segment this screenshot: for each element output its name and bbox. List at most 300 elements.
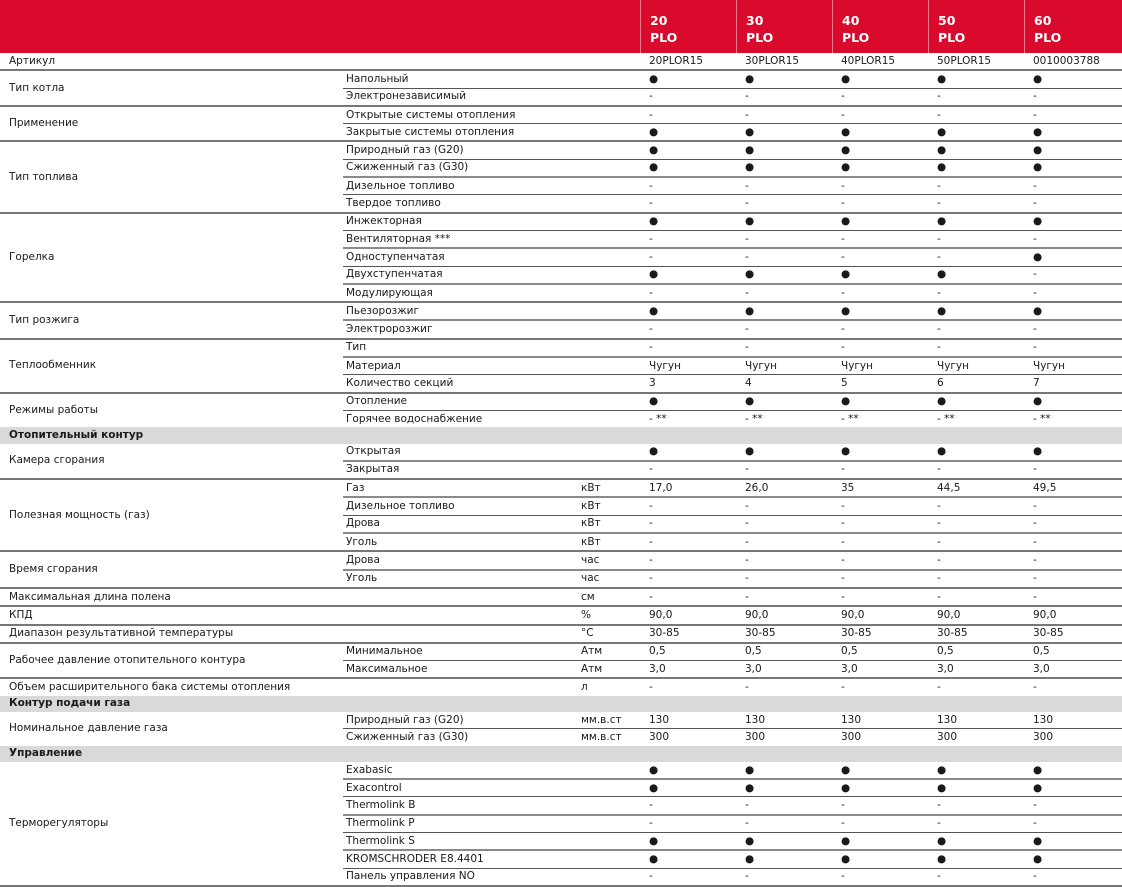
value-cell-model-3: - [832, 551, 928, 569]
value-cell-model-5: - ** [1033, 412, 1051, 425]
value-cell-model-4: ● [928, 124, 1024, 142]
table-row [0, 302, 1122, 320]
value-cell-model-4: - [928, 515, 1024, 533]
value-cell-model-5: ● [1024, 70, 1122, 88]
value-cell-model-5: ● [1024, 393, 1122, 411]
value-cell-model-1: ● [640, 159, 736, 177]
value-cell-model-4: - [928, 497, 1024, 515]
value-cell-model-5: ● [1024, 213, 1122, 231]
row-unit [580, 320, 640, 338]
table-row [0, 106, 1122, 124]
value-cell-model-2: - [736, 284, 832, 302]
value-cell-model-3: 300 [841, 730, 862, 743]
value-cell-model-5: - [1024, 195, 1122, 213]
value-cell-model-1: ● [640, 141, 736, 159]
row-unit [580, 302, 640, 320]
row-unit: л [581, 681, 588, 694]
value-cell-model-5: - [1024, 797, 1122, 815]
row-unit [580, 53, 640, 70]
value-cell-model-4: - [928, 797, 1024, 815]
row-group-label: Терморегуляторы [0, 762, 343, 886]
value-cell-model-3: ● [832, 833, 928, 851]
value-cell-model-5: 30-85 [1024, 625, 1122, 643]
value-cell-model-3: Чугун [832, 357, 928, 375]
row-unit [580, 850, 640, 868]
value-cell-model-2: - [736, 815, 832, 833]
row-unit [580, 762, 640, 779]
value-cell-model-4: ● [928, 266, 1024, 284]
value-cell-model-3: - [832, 230, 928, 248]
section-header-row [0, 427, 1122, 443]
value-cell-model-1: ● [640, 850, 736, 868]
row-unit: час [580, 551, 640, 569]
model-number: 50 [938, 13, 956, 28]
row-sub-label: Уголь [343, 533, 580, 551]
value-cell-model-2: 3,0 [736, 661, 832, 679]
table-row [0, 625, 1122, 643]
value-cell-model-1: - [640, 88, 736, 106]
value-cell-model-4: - ** [937, 412, 955, 425]
table-row [0, 762, 1122, 779]
value-cell-model-3: - [832, 248, 928, 266]
value-cell-model-4: 90,0 [928, 606, 1024, 624]
table-row [0, 643, 1122, 661]
value-cell-model-4: - [928, 106, 1024, 124]
value-cell-model-4: 300 [937, 730, 958, 743]
value-cell-model-4: 130 [928, 712, 1024, 729]
value-cell-model-4: - [928, 588, 1024, 606]
row-group-label: Применение [0, 106, 343, 142]
table-row [0, 339, 1122, 357]
value-cell-model-4: - [928, 339, 1024, 357]
row-sub-label: Thermolink S [343, 833, 580, 851]
row-group-label: Объем расширительного бака системы отопления [9, 681, 291, 694]
value-cell-model-2: - [736, 177, 832, 195]
value-cell-model-3: 0,5 [832, 643, 928, 661]
table-row [0, 53, 1122, 70]
row-group-label: Режимы работы [9, 403, 99, 416]
section-title: Управление [0, 746, 1122, 762]
value-cell-model-1: ● [640, 393, 736, 411]
table-row [0, 588, 1122, 606]
row-unit: мм.в.ст [580, 712, 640, 729]
value-cell-model-2: - [736, 248, 832, 266]
value-cell-model-3: ● [832, 393, 928, 411]
row-sub-label: Природный газ (G20) [343, 141, 580, 159]
row-sub-label: Природный газ (G20) [343, 712, 580, 729]
value-cell-model-4: ● [928, 762, 1024, 779]
row-sub-label: Модулирующая [343, 284, 580, 302]
value-cell-model-4: - [928, 230, 1024, 248]
section-title: Контур подачи газа [0, 696, 1122, 712]
row-sub-label: Закрытая [343, 461, 580, 479]
value-cell-model-5: - [1024, 868, 1122, 886]
row-group-label: Артикул [0, 53, 343, 70]
value-cell-model-3: - [832, 339, 928, 357]
value-cell-model-2: - [736, 551, 832, 569]
value-cell-model-1: Чугун [640, 357, 736, 375]
value-cell-model-5: - [1024, 497, 1122, 515]
model-series: PLO [842, 30, 870, 45]
value-cell-model-3: ● [832, 762, 928, 779]
row-sub-label [343, 625, 580, 643]
value-cell-model-5: ● [1024, 141, 1122, 159]
row-unit [580, 410, 640, 427]
section-header-row [0, 696, 1122, 712]
row-sub-label: Дизельное топливо [343, 177, 580, 195]
value-cell-model-5: - [1024, 588, 1122, 606]
row-sub-label: Вентиляторная *** [343, 230, 580, 248]
value-cell-model-3: 3,0 [832, 661, 928, 679]
row-unit: кВт [580, 533, 640, 551]
row-sub-label: Газ [343, 479, 580, 497]
row-unit [580, 106, 640, 124]
value-cell-model-4: - [928, 461, 1024, 479]
row-unit [580, 357, 640, 375]
spec-table [0, 53, 1122, 887]
value-cell-model-2: - [736, 515, 832, 533]
value-cell-model-1: - [640, 533, 736, 551]
value-cell-model-1: 3 [640, 375, 736, 393]
value-cell-model-1: ● [640, 302, 736, 320]
row-sub-label: Thermolink P [343, 815, 580, 833]
value-cell-model-4: ● [928, 393, 1024, 411]
value-cell-model-4: 6 [928, 375, 1024, 393]
value-cell-model-1: 300 [649, 730, 670, 743]
row-group-label: Камера сгорания [0, 444, 343, 480]
value-cell-model-3: - [832, 284, 928, 302]
value-cell-model-1: ● [640, 762, 736, 779]
value-cell-model-2: - [736, 195, 832, 213]
row-unit: % [580, 606, 640, 624]
table-row [0, 678, 1122, 695]
value-cell-model-5: - [1024, 815, 1122, 833]
row-unit [580, 797, 640, 815]
value-cell-model-1: - [640, 248, 736, 266]
value-cell-model-5: ● [1024, 248, 1122, 266]
value-cell-model-5: 7 [1024, 375, 1122, 393]
section-title: Отопительный контур [0, 427, 1122, 443]
row-sub-label: Материал [343, 357, 580, 375]
row-unit [580, 461, 640, 479]
value-cell-model-3: - [832, 570, 928, 588]
value-cell-model-4: - [928, 815, 1024, 833]
table-row [0, 141, 1122, 159]
value-cell-model-2: - [736, 339, 832, 357]
value-cell-model-1: 130 [640, 712, 736, 729]
value-cell-model-5: - [1024, 88, 1122, 106]
row-sub-label [343, 53, 580, 70]
value-cell-model-3: ● [832, 779, 928, 797]
row-group-label: Тип топлива [0, 141, 343, 212]
row-unit [580, 444, 640, 461]
value-cell-model-1: - [640, 284, 736, 302]
value-cell-model-5: - [1024, 461, 1122, 479]
value-cell-model-1: 3,0 [640, 661, 736, 679]
value-cell-model-1: - [649, 681, 653, 694]
value-cell-model-4: - [928, 284, 1024, 302]
value-cell-model-4: ● [928, 70, 1024, 88]
row-unit [580, 868, 640, 886]
row-group-label: Время сгорания [0, 551, 343, 588]
model-number: 60 [1034, 13, 1052, 28]
value-cell-model-2: ● [736, 850, 832, 868]
value-cell-model-2: - [736, 497, 832, 515]
value-cell-model-5: ● [1024, 762, 1122, 779]
row-unit [580, 833, 640, 851]
value-cell-model-5: 49,5 [1024, 479, 1122, 497]
value-cell-model-5: Чугун [1024, 357, 1122, 375]
value-cell-model-1: - [640, 195, 736, 213]
row-sub-label: Электронезависимый [343, 88, 580, 106]
value-cell-model-2: ● [736, 159, 832, 177]
value-cell-model-2: ● [736, 124, 832, 142]
value-cell-model-5: ● [1024, 850, 1122, 868]
row-unit: Атм [580, 661, 640, 679]
value-cell-model-5: - [1024, 230, 1122, 248]
table-row [0, 70, 1122, 88]
value-cell-model-1: - [640, 515, 736, 533]
value-cell-model-4: - [928, 195, 1024, 213]
row-group-label: Тип котла [0, 70, 343, 106]
value-cell-model-2: - [736, 588, 832, 606]
row-group-label: Теплообменник [0, 339, 343, 393]
value-cell-model-2: 130 [736, 712, 832, 729]
model-header-4 [928, 0, 1024, 53]
value-cell-model-2: ● [736, 393, 832, 411]
row-sub-label: Дрова [343, 515, 580, 533]
value-cell-model-3: 130 [832, 712, 928, 729]
value-cell-model-1: ● [640, 779, 736, 797]
row-sub-label: Уголь [343, 570, 580, 588]
value-cell-model-1: ● [640, 213, 736, 231]
value-cell-model-4: - [928, 88, 1024, 106]
model-number: 40 [842, 13, 860, 28]
model-series: PLO [746, 30, 774, 45]
value-cell-model-3: - [832, 588, 928, 606]
value-cell-model-4: Чугун [928, 357, 1024, 375]
row-sub-label [343, 678, 580, 695]
value-cell-model-5: 300 [1033, 730, 1054, 743]
model-header-5 [1024, 0, 1122, 53]
value-cell-model-4: - [928, 533, 1024, 551]
value-cell-model-2: ● [736, 302, 832, 320]
row-unit: мм.в.ст [581, 730, 622, 743]
value-cell-model-3: - [832, 533, 928, 551]
value-cell-model-5: 3,0 [1024, 661, 1122, 679]
value-cell-model-4: ● [928, 159, 1024, 177]
value-cell-model-1: - [640, 461, 736, 479]
value-cell-model-1: - [640, 339, 736, 357]
value-cell-model-4: - [928, 570, 1024, 588]
model-number: 30 [746, 13, 764, 28]
value-cell-model-3: ● [832, 444, 928, 461]
row-sub-label: Количество секций [343, 375, 580, 393]
value-cell-model-2: 90,0 [736, 606, 832, 624]
value-cell-model-2: Чугун [736, 357, 832, 375]
value-cell-model-3: - [832, 177, 928, 195]
value-cell-model-4: ● [928, 444, 1024, 461]
value-cell-model-5: ● [1024, 159, 1122, 177]
value-cell-model-2: 0,5 [736, 643, 832, 661]
value-cell-model-1: - [640, 106, 736, 124]
value-cell-model-2: 300 [745, 730, 766, 743]
value-cell-model-5: - [1033, 681, 1037, 694]
value-cell-model-3: - [832, 88, 928, 106]
value-cell-model-3: - [832, 815, 928, 833]
value-cell-model-3: - [832, 797, 928, 815]
value-cell-model-1: - [640, 815, 736, 833]
row-sub-label: Минимальное [343, 643, 580, 661]
value-cell-model-1: - [640, 497, 736, 515]
value-cell-model-1: ● [640, 266, 736, 284]
value-cell-model-4: ● [928, 779, 1024, 797]
value-cell-model-1: - [640, 588, 736, 606]
row-sub-label: Тип [343, 339, 580, 357]
row-unit [580, 141, 640, 159]
value-cell-model-1: 0,5 [640, 643, 736, 661]
row-group-label: Тип розжига [0, 302, 343, 339]
value-cell-model-4: 0,5 [928, 643, 1024, 661]
value-cell-model-1: 20PLOR15 [640, 53, 736, 70]
row-sub-label: Сжиженный газ (G30) [343, 159, 580, 177]
value-cell-model-3: ● [832, 266, 928, 284]
value-cell-model-5: 130 [1024, 712, 1122, 729]
value-cell-model-3: ● [832, 850, 928, 868]
value-cell-model-2: - ** [745, 412, 763, 425]
table-row [0, 606, 1122, 624]
value-cell-model-2: - [736, 797, 832, 815]
row-unit [580, 230, 640, 248]
value-cell-model-3: ● [832, 302, 928, 320]
row-unit [580, 124, 640, 142]
value-cell-model-1: ● [640, 124, 736, 142]
value-cell-model-5: - [1024, 266, 1122, 284]
value-cell-model-1: 17,0 [640, 479, 736, 497]
value-cell-model-3: - [832, 515, 928, 533]
row-unit: кВт [580, 515, 640, 533]
value-cell-model-1: ● [640, 444, 736, 461]
value-cell-model-1: - [640, 177, 736, 195]
value-cell-model-1: 30-85 [640, 625, 736, 643]
value-cell-model-2: ● [736, 266, 832, 284]
row-unit [580, 779, 640, 797]
value-cell-model-1: - [640, 868, 736, 886]
model-series: PLO [650, 30, 678, 45]
row-unit [580, 284, 640, 302]
row-unit [580, 177, 640, 195]
value-cell-model-3: ● [832, 159, 928, 177]
value-cell-model-4: ● [928, 850, 1024, 868]
value-cell-model-2: ● [736, 762, 832, 779]
value-cell-model-2: - [736, 461, 832, 479]
value-cell-model-2: - [736, 868, 832, 886]
row-unit: Атм [580, 643, 640, 661]
value-cell-model-4: - [928, 320, 1024, 338]
table-row [0, 551, 1122, 569]
row-group-label: Полезная мощность (газ) [0, 479, 343, 551]
value-cell-model-4: - [928, 868, 1024, 886]
value-cell-model-1: - [640, 551, 736, 569]
value-cell-model-2: - [736, 88, 832, 106]
value-cell-model-4: - [928, 177, 1024, 195]
row-unit [580, 88, 640, 106]
row-unit [580, 393, 640, 411]
value-cell-model-5: ● [1024, 833, 1122, 851]
row-sub-label: Напольный [343, 70, 580, 88]
table-row [0, 393, 1122, 411]
table-row [0, 712, 1122, 729]
row-sub-label: Панель управления NO [343, 868, 580, 886]
row-unit [580, 195, 640, 213]
value-cell-model-2: 30-85 [736, 625, 832, 643]
model-number: 20 [650, 13, 668, 28]
row-unit [580, 266, 640, 284]
value-cell-model-5: - [1024, 284, 1122, 302]
row-sub-label: Exabasic [343, 762, 580, 779]
table-row [0, 444, 1122, 461]
value-cell-model-2: 4 [736, 375, 832, 393]
row-group-label: Диапазон результативной температуры [0, 625, 343, 643]
value-cell-model-2: ● [736, 779, 832, 797]
table-row [0, 479, 1122, 497]
value-cell-model-2: ● [736, 141, 832, 159]
value-cell-model-5: ● [1024, 779, 1122, 797]
value-cell-model-2: 30PLOR15 [736, 53, 832, 70]
value-cell-model-3: 5 [832, 375, 928, 393]
row-group-label: КПД [0, 606, 343, 624]
value-cell-model-3: - [832, 320, 928, 338]
row-sub-label: KROMSCHRODER E8.4401 [343, 850, 580, 868]
value-cell-model-4: - [937, 681, 941, 694]
value-cell-model-3: - [841, 681, 845, 694]
value-cell-model-3: - ** [841, 412, 859, 425]
value-cell-model-2: - [736, 230, 832, 248]
row-sub-label: Сжиженный газ (G30) [346, 730, 469, 743]
value-cell-model-3: - [832, 195, 928, 213]
row-unit: см [580, 588, 640, 606]
model-series: PLO [938, 30, 966, 45]
value-cell-model-3: 30-85 [832, 625, 928, 643]
row-sub-label: Открытая [343, 444, 580, 461]
value-cell-model-4: ● [928, 302, 1024, 320]
value-cell-model-2: - [745, 681, 749, 694]
value-cell-model-5: - [1024, 533, 1122, 551]
value-cell-model-1: 90,0 [640, 606, 736, 624]
value-cell-model-5: ● [1024, 444, 1122, 461]
row-sub-label: Дизельное топливо [343, 497, 580, 515]
row-group-label: Рабочее давление отопительного контура [0, 643, 343, 679]
value-cell-model-5: - [1024, 177, 1122, 195]
value-cell-model-1: - ** [649, 412, 667, 425]
value-cell-model-3: 90,0 [832, 606, 928, 624]
row-sub-label: Thermolink B [343, 797, 580, 815]
value-cell-model-4: ● [928, 833, 1024, 851]
value-cell-model-2: - [736, 570, 832, 588]
row-sub-label: Максимальное [343, 661, 580, 679]
value-cell-model-5: 0010003788 [1024, 53, 1122, 70]
section-header-row [0, 746, 1122, 762]
value-cell-model-3: - [832, 497, 928, 515]
row-sub-label: Твердое топливо [343, 195, 580, 213]
value-cell-model-2: ● [736, 213, 832, 231]
value-cell-model-2: - [736, 533, 832, 551]
value-cell-model-3: 40PLOR15 [832, 53, 928, 70]
row-sub-label: Exacontrol [343, 779, 580, 797]
value-cell-model-5: - [1024, 551, 1122, 569]
value-cell-model-1: - [640, 320, 736, 338]
row-sub-label: Инжекторная [343, 213, 580, 231]
